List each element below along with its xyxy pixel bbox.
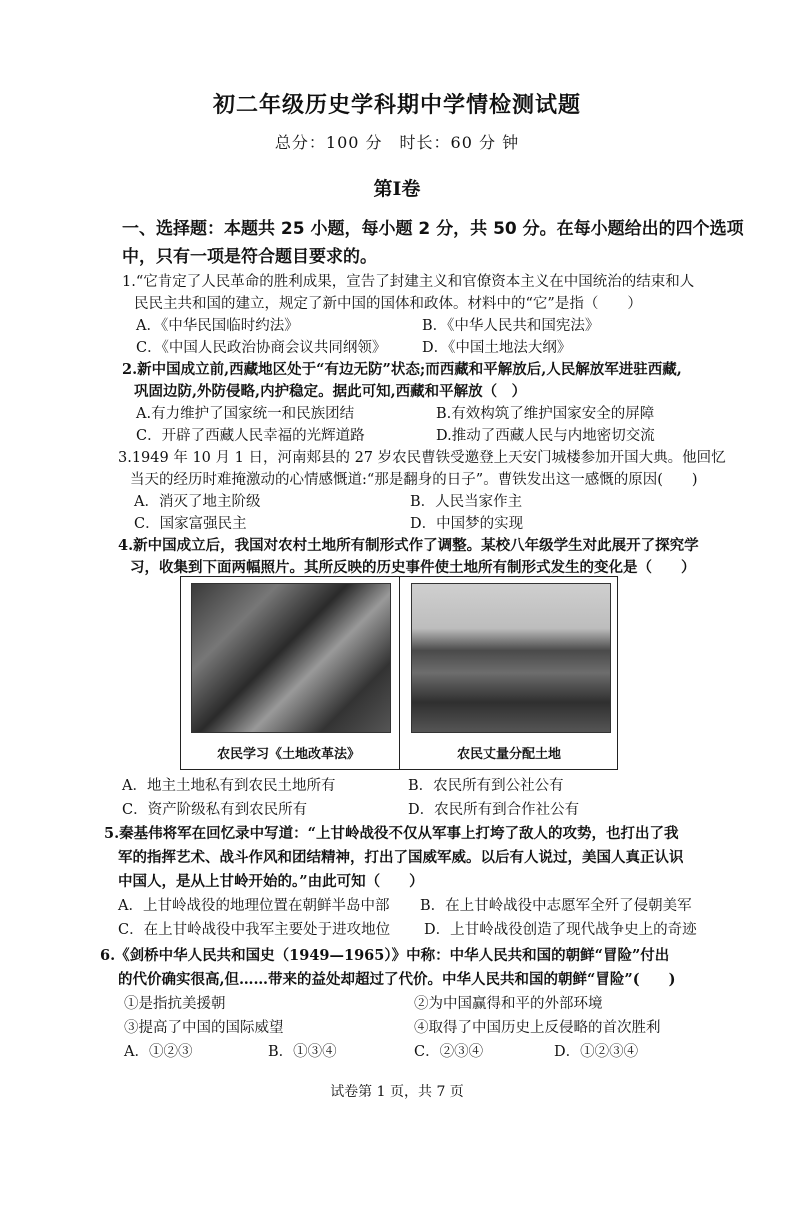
photo-divider xyxy=(399,577,400,769)
caption-left: 农民学习《土地改革法》 xyxy=(217,747,361,762)
volume-heading: 第Ⅰ卷 xyxy=(373,178,421,200)
photo-farmers-studying-land-reform-law xyxy=(191,583,391,733)
exam-subtitle: 总分：100 分 时长：60 分 钟 xyxy=(274,133,520,152)
section-instructions-line2: 中，只有一项是符合题目要求的。 xyxy=(122,247,377,267)
q4-option-c: C．资产阶级私有到农民所有 xyxy=(122,802,308,818)
q2-option-a: A.有力维护了国家统一和民族团结 xyxy=(136,406,355,422)
q1-option-b: B．《中华人民共和国宪法》 xyxy=(422,318,600,334)
q2-stem-line1: 2.新中国成立前,西藏地区处于“有边无防”状态;而西藏和平解放后,人民解放军进驻西藏, xyxy=(122,361,682,378)
q2-option-d: D.推动了西藏人民与内地密切交流 xyxy=(436,428,655,444)
q1-option-d: D．《中国土地法大纲》 xyxy=(422,340,572,356)
q4-stem-line2: 习，收集到下面两幅照片。其所反映的历史事件使土地所有制形式发生的变化是（ ） xyxy=(130,559,696,576)
q5-option-a: A．上甘岭战役的地理位置在朝鲜半岛中部 xyxy=(118,898,390,914)
q4-option-b: B．农民所有到公社公有 xyxy=(408,778,564,794)
q6-option-b: B．①③④ xyxy=(268,1044,337,1060)
q3-option-c: C．国家富强民主 xyxy=(134,516,247,532)
q2-stem-line2: 巩固边防,外防侵略,内护稳定。据此可知,西藏和平解放（ ） xyxy=(134,383,527,400)
q5-option-b: B．在上甘岭战役中志愿军全歼了侵朝美军 xyxy=(420,898,692,914)
photo-farmers-measuring-land xyxy=(411,583,611,733)
q5-stem-line1: 5.秦基伟将军在回忆录中写道：“上甘岭战役不仅从军事上打垮了敌人的攻势，也打出了我 xyxy=(104,825,679,842)
q3-option-b: B．人民当家作主 xyxy=(410,494,523,510)
q1-stem-line1: 1.“它肯定了人民革命的胜利成果，宣告了封建主义和官僚资本主义在中国统治的结束和人 xyxy=(122,274,695,290)
q6-statement-1: ①是指抗美援朝 xyxy=(124,996,226,1012)
q5-stem-line3: 中国人，是从上甘岭开始的。”由此可知（ ） xyxy=(118,873,424,890)
q6-statement-4: ④取得了中国历史上反侵略的首次胜利 xyxy=(414,1020,661,1036)
q6-statement-2: ②为中国赢得和平的外部环境 xyxy=(414,996,603,1012)
q1-stem-line2: 民民主共和国的建立，规定了新中国的国体和政体。材料中的“它”是指（ ） xyxy=(134,296,642,312)
q1-option-c: C．《中国人民政治协商会议共同纲领》 xyxy=(136,340,387,356)
q5-stem-line2: 军的指挥艺术、战斗作风和团结精神，打出了国威军威。以后有人说过，美国人真正认识 xyxy=(118,849,684,866)
page-footer: 试卷第 1 页，共 7 页 xyxy=(330,1084,464,1100)
q6-stem-line2: 的代价确实很高,但……带来的益处却超过了代价。中华人民共和国的朝鲜“冒险”( ) xyxy=(118,971,676,988)
q4-option-a: A．地主土地私有到农民土地所有 xyxy=(122,778,336,794)
q3-stem-line2: 当天的经历时难掩激动的心情感慨道:“那是翻身的日子”。曹铁发出这一感慨的原因( ) xyxy=(130,472,698,488)
q6-statement-3: ③提高了中国的国际威望 xyxy=(124,1020,284,1036)
q5-option-d: D．上甘岭战役创造了现代战争史上的奇迹 xyxy=(424,922,697,938)
q3-stem-line1: 3.1949 年 10 月 1 日，河南郏县的 27 岁农民曹铁受邀登上天安门城楼参加开国大典。他回忆 xyxy=(118,450,726,466)
q1-option-a: A．《中华民国临时约法》 xyxy=(136,318,299,334)
q4-option-d: D．农民所有到合作社公有 xyxy=(408,802,580,818)
section-instructions-line1: 一、选择题：本题共 25 小题，每小题 2 分，共 50 分。在每小题给出的四个选项 xyxy=(122,219,744,239)
caption-right: 农民丈量分配土地 xyxy=(457,747,562,762)
q2-option-b: B.有效构筑了维护国家安全的屏障 xyxy=(436,406,655,422)
q4-photo-panel xyxy=(180,576,618,770)
q6-option-c: C．②③④ xyxy=(414,1044,484,1060)
q6-option-d: D．①②③④ xyxy=(554,1044,639,1060)
q6-stem-line1: 6.《剑桥中华人民共和国史（1949—1965）》中称：中华人民共和国的朝鲜“冒险”付出 xyxy=(100,947,670,964)
exam-title: 初二年级历史学科期中学情检测试题 xyxy=(212,93,581,118)
q5-option-c: C．在上甘岭战役中我军主要处于进攻地位 xyxy=(118,922,391,938)
q4-stem-line1: 4.新中国成立后，我国对农村土地所有制形式作了调整。某校八年级学生对此展开了探究学 xyxy=(118,537,699,554)
q2-option-c: C．开辟了西藏人民幸福的光辉道路 xyxy=(136,428,365,444)
q3-option-a: A．消灭了地主阶级 xyxy=(134,494,261,510)
q3-option-d: D．中国梦的实现 xyxy=(410,516,524,532)
q6-option-a: A．①②③ xyxy=(124,1044,193,1060)
